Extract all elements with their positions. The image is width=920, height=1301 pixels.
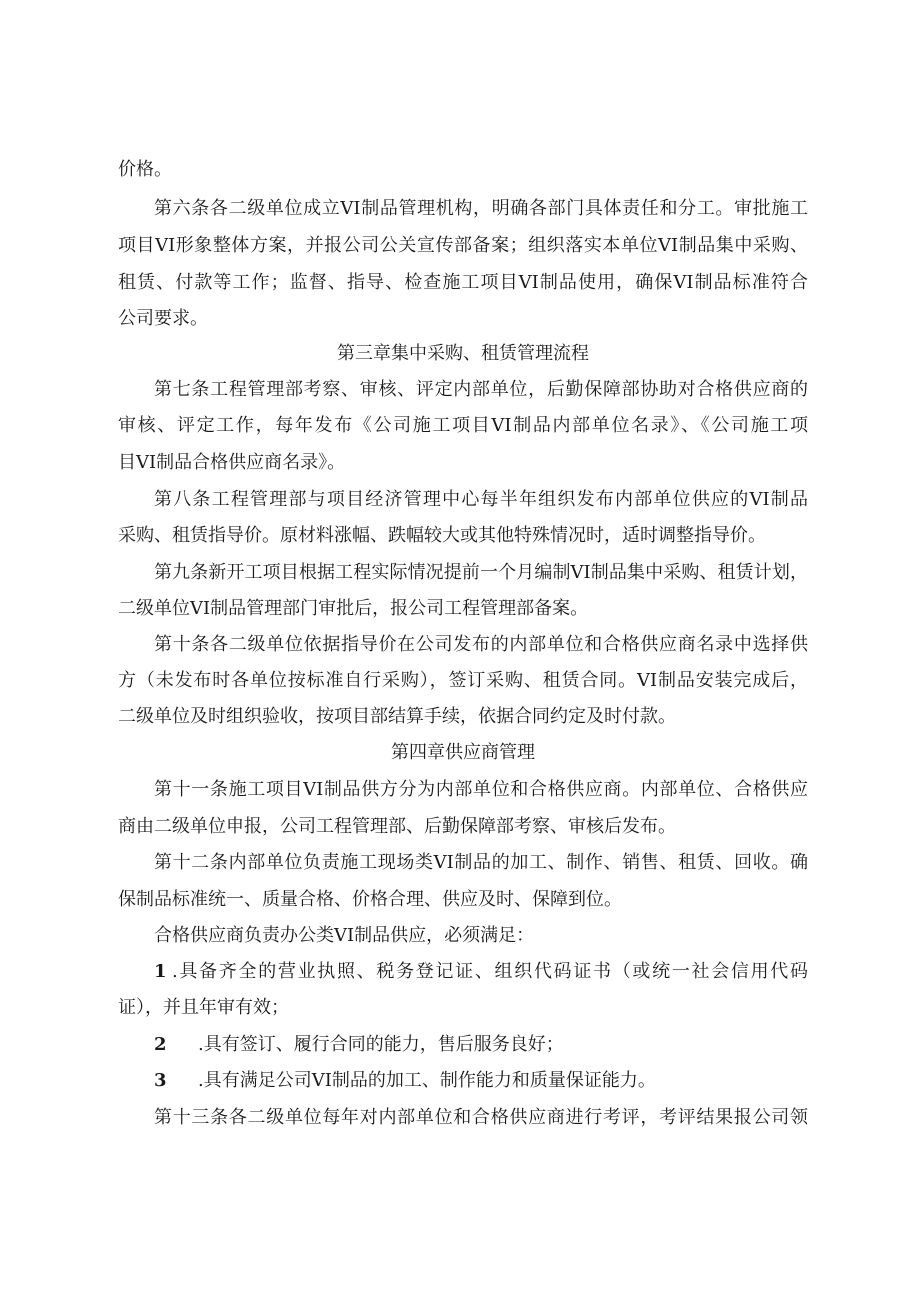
paragraph-line: 保制品标准统一、质量合格、价格合理、供应及时、保障到位。: [118, 889, 622, 910]
paragraph-line: 第十一条施工项目VI制品供方分为内部单位和合格供应商。内部单位、合格供应: [154, 779, 808, 800]
paragraph-line: 方（未发布时各单位按标准自行采购），签订采购、租赁合同。VI制品安装完成后，: [118, 670, 808, 691]
paragraph-line: 租赁、付款等工作；监督、指导、检查施工项目VI制品使用，确保VI制品标准符合: [118, 272, 808, 293]
paragraph-line: 第七条工程管理部考察、审核、评定内部单位，后勤保障部协助对合格供应商的: [154, 379, 808, 400]
paragraph-line: 合格供应商负责办公类VI制品供应，必须满足：: [154, 925, 535, 946]
paragraph-line: 第十条各二级单位依据指导价在公司发布的内部单位和合格供应商名录中选择供: [154, 634, 808, 655]
paragraph-line: 公司要求。: [118, 308, 208, 329]
paragraph-line: 证），并且年审有效；: [118, 997, 289, 1018]
paragraph-line: 二级单位VI制品管理部门审批后，报公司工程管理部备案。: [118, 598, 589, 619]
list-number: 3: [154, 1070, 167, 1091]
paragraph-line: 第八条工程管理部与项目经济管理中心每半年组织发布内部单位供应的VI制品: [154, 489, 808, 510]
paragraph-line: 采购、租赁指导价。原材料涨幅、跌幅较大或其他特殊情况时，适时调整指导价。: [118, 525, 766, 546]
paragraph-line: 第十三条各二级单位每年对内部单位和合格供应商进行考评，考评结果报公司领: [154, 1107, 808, 1128]
list-item-text: .具有签订、履行合同的能力，售后服务良好；: [198, 1034, 564, 1055]
chapter-heading: 第四章供应商管理: [391, 742, 535, 763]
list-number: 2: [154, 1034, 167, 1055]
paragraph-line: 商由二级单位申报，公司工程管理部、后勤保障部考察、审核后发布。: [118, 816, 676, 837]
chapter-heading: 第三章集中采购、租赁管理流程: [337, 343, 589, 364]
list-item-text: .具有满足公司VI制品的加工、制作能力和质量保证能力。: [198, 1070, 656, 1091]
paragraph-line: 第十二条内部单位负责施工现场类VI制品的加工、制作、销售、租赁、回收。确: [154, 852, 808, 873]
paragraph-line: 二级单位及时组织验收，按项目部结算手续，依据合同约定及时付款。: [118, 706, 676, 727]
paragraph-line: 价格。: [118, 159, 172, 180]
list-number: 1: [154, 961, 167, 982]
paragraph-line: 第九条新开工项目根据工程实际情况提前一个月编制VI制品集中采购、租赁计划，: [154, 562, 808, 583]
paragraph-line: 项目VI形象整体方案，并报公司公关宣传部备案；组织落实本单位VI制品集中采购、: [118, 235, 808, 256]
paragraph-line: 第六条各二级单位成立VI制品管理机构，明确各部门具体责任和分工。审批施工: [154, 198, 808, 219]
paragraph-line: 审核、评定工作，每年发布《公司施工项目VI制品内部单位名录》、《公司施工项: [118, 415, 808, 436]
paragraph-line: 目VI制品合格供应商名录》。: [118, 452, 346, 473]
list-item-text: .具备齐全的营业执照、税务登记证、组织代码证书（或统一社会信用代码: [172, 961, 808, 982]
